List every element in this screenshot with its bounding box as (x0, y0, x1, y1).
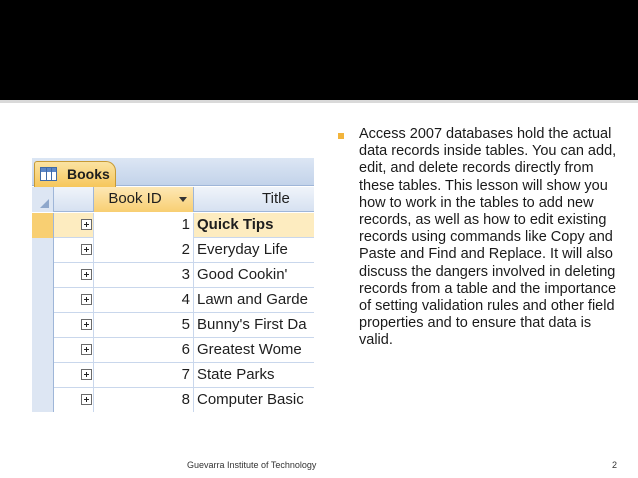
expand-plus-icon[interactable] (81, 244, 92, 255)
expand-cell (54, 388, 94, 412)
table-row[interactable] (32, 313, 314, 338)
book-id-value: 5 (181, 316, 190, 333)
expand-cell (54, 338, 94, 363)
title-value: Computer Basic (197, 391, 304, 408)
books-table-screenshot (32, 158, 314, 412)
expand-plus-icon[interactable] (81, 344, 92, 355)
divider (0, 100, 638, 103)
title-cell[interactable] (194, 263, 314, 288)
column-header-row (32, 187, 314, 212)
book-id-value: 4 (181, 291, 190, 308)
title-cell[interactable] (194, 238, 314, 263)
table-row[interactable] (32, 288, 314, 313)
title-cell[interactable] (194, 213, 314, 238)
book-id-cell[interactable] (94, 213, 194, 238)
book-id-cell[interactable] (94, 263, 194, 288)
book-id-value: 2 (181, 241, 190, 258)
column-header-book-id[interactable] (94, 187, 194, 212)
record-selector[interactable] (32, 213, 54, 238)
expand-cell (54, 238, 94, 263)
title-value: Lawn and Garde (197, 291, 308, 308)
title-value: Good Cookin' (197, 266, 288, 283)
body-paragraph: Access 2007 databases hold the actual data records inside tables. You can add, edit, and delete records directly from these tables. This lesson will show you how to work in the tables to add new records, as well as how to edit existing records using commands like Copy and Paste and Find and Replace. It will also discuss the dangers involved in deleting records from a table and the importance of setting validation rules and other field properties and to ensure that data is valid. (359, 126, 617, 349)
expand-cell (54, 213, 94, 238)
title-cell[interactable] (194, 338, 314, 363)
title-value: State Parks (197, 366, 275, 383)
table-row[interactable] (32, 338, 314, 363)
expand-plus-icon[interactable] (81, 319, 92, 330)
title-cell[interactable] (194, 288, 314, 313)
table-row[interactable] (32, 263, 314, 288)
record-selector[interactable] (32, 363, 54, 388)
title-value: Greatest Wome (197, 341, 302, 358)
table-icon (40, 167, 57, 181)
tab-books[interactable] (34, 161, 116, 187)
title-cell[interactable] (194, 388, 314, 412)
expand-plus-icon[interactable] (81, 394, 92, 405)
expand-plus-icon[interactable] (81, 294, 92, 305)
bullet-icon (338, 133, 344, 139)
book-id-cell[interactable] (94, 238, 194, 263)
title-cell[interactable] (194, 313, 314, 338)
tab-label: Books (67, 166, 110, 182)
expand-plus-icon[interactable] (81, 369, 92, 380)
expand-cell (54, 363, 94, 388)
book-id-cell[interactable] (94, 313, 194, 338)
book-id-value: 3 (181, 266, 190, 283)
expand-cell (54, 288, 94, 313)
record-selector[interactable] (32, 238, 54, 263)
expand-plus-icon[interactable] (81, 219, 92, 230)
column-header-label: Book ID (108, 190, 162, 207)
title-cell[interactable] (194, 363, 314, 388)
table-row[interactable] (32, 213, 314, 238)
table-row[interactable] (32, 363, 314, 388)
record-selector[interactable] (32, 288, 54, 313)
record-selector[interactable] (32, 338, 54, 363)
book-id-value: 7 (181, 366, 190, 383)
column-header-title[interactable] (194, 187, 314, 212)
record-selector[interactable] (32, 388, 54, 412)
book-id-value: 8 (181, 391, 190, 408)
book-id-cell[interactable] (94, 338, 194, 363)
book-id-cell[interactable] (94, 388, 194, 412)
column-header-label: Title (262, 190, 290, 207)
title-value: Quick Tips (197, 216, 274, 233)
expand-plus-icon[interactable] (81, 269, 92, 280)
chevron-down-icon[interactable] (179, 197, 187, 202)
table-row[interactable] (32, 388, 314, 412)
expand-cell (54, 313, 94, 338)
footer-institution: Guevarra Institute of Technology (187, 460, 317, 470)
title-band (0, 0, 638, 100)
table-row[interactable] (32, 238, 314, 263)
expand-column-header (54, 187, 94, 212)
title-value: Everyday Life (197, 241, 288, 258)
tab-bar (32, 158, 314, 186)
table-rows (32, 213, 314, 412)
book-id-cell[interactable] (94, 363, 194, 388)
book-id-cell[interactable] (94, 288, 194, 313)
record-selector[interactable] (32, 263, 54, 288)
select-all-corner[interactable] (32, 187, 54, 212)
book-id-value: 1 (181, 216, 190, 233)
book-id-value: 6 (181, 341, 190, 358)
record-selector[interactable] (32, 313, 54, 338)
title-value: Bunny's First Da (197, 316, 307, 333)
expand-cell (54, 263, 94, 288)
page-number: 2 (612, 460, 618, 470)
